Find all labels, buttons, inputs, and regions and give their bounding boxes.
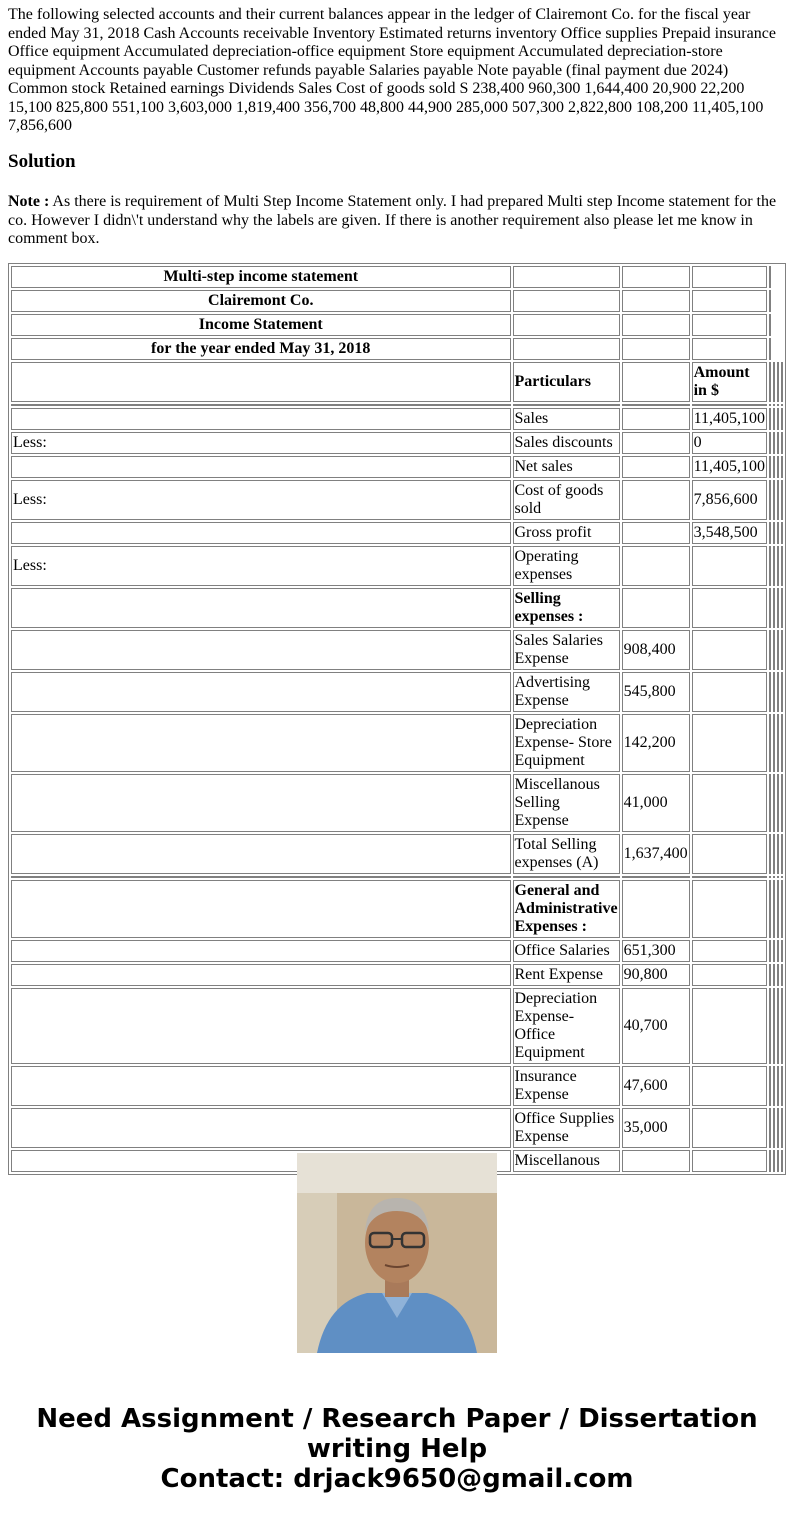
table-row <box>11 1066 783 1106</box>
empty-cell <box>513 266 620 288</box>
spacer-row <box>11 404 783 406</box>
empty-cell <box>769 1108 771 1148</box>
empty-cell <box>11 876 511 878</box>
spacer-row <box>11 876 783 878</box>
row-prefix-cell: Less: <box>11 546 511 586</box>
empty-cell <box>773 774 775 832</box>
row-prefix-cell <box>11 880 511 938</box>
empty-cell <box>622 266 690 288</box>
empty-cell <box>777 456 779 478</box>
empty-cell <box>781 546 783 586</box>
table-row <box>11 774 783 832</box>
empty-cell <box>781 362 783 402</box>
note-paragraph <box>8 193 786 249</box>
row-prefix-cell: Less: <box>11 480 511 520</box>
amount-cell <box>692 1108 767 1148</box>
sub-amount-cell <box>622 546 690 586</box>
empty-cell <box>769 290 771 312</box>
empty-cell <box>769 546 771 586</box>
empty-cell <box>773 988 775 1064</box>
table-row <box>11 834 783 874</box>
amount-cell <box>692 880 767 938</box>
row-prefix-cell <box>11 1108 511 1148</box>
sub-amount-cell <box>622 588 690 628</box>
empty-cell <box>773 404 775 406</box>
empty-cell <box>773 432 775 454</box>
empty-cell <box>769 1066 771 1106</box>
sub-amount-cell <box>622 432 690 454</box>
table-row <box>11 630 783 670</box>
sub-amount-cell <box>622 880 690 938</box>
empty-cell <box>769 1150 771 1172</box>
empty-cell <box>773 714 775 772</box>
note-label: Note : <box>8 193 50 210</box>
author-avatar <box>297 1153 497 1353</box>
empty-cell <box>781 408 783 430</box>
empty-cell <box>781 1108 783 1148</box>
empty-cell <box>773 630 775 670</box>
footer-line-help: Need Assignment / Research Paper / Dissertation writing Help <box>36 1404 758 1464</box>
empty-cell <box>773 408 775 430</box>
empty-cell <box>781 480 783 520</box>
income-statement-container <box>8 263 786 1169</box>
table-row <box>11 714 783 772</box>
empty-cell <box>781 456 783 478</box>
amount-cell <box>692 714 767 772</box>
particulars-cell: Operating expenses <box>513 546 620 586</box>
amount-cell <box>692 588 767 628</box>
empty-cell <box>692 404 767 406</box>
particulars-cell: Depreciation Expense- Office Equipment <box>513 988 620 1064</box>
sub-amount-cell: 651,300 <box>622 940 690 962</box>
amount-cell <box>692 988 767 1064</box>
table-row <box>11 456 783 478</box>
empty-cell <box>777 964 779 986</box>
empty-cell <box>769 714 771 772</box>
particulars-cell: Miscellanous Selling Expense <box>513 774 620 832</box>
particulars-cell: Sales <box>513 408 620 430</box>
particulars-cell: Office Salaries <box>513 940 620 962</box>
header-row <box>11 314 783 336</box>
empty-cell <box>773 588 775 628</box>
empty-cell <box>769 630 771 670</box>
solution-heading: Solution <box>8 151 76 172</box>
empty-cell <box>769 314 771 336</box>
sub-amount-cell: 41,000 <box>622 774 690 832</box>
header-row <box>11 266 783 288</box>
empty-cell <box>769 988 771 1064</box>
row-prefix-cell <box>11 630 511 670</box>
empty-cell <box>781 1150 783 1172</box>
particulars-cell: Sales Salaries Expense <box>513 630 620 670</box>
table-row <box>11 672 783 712</box>
amount-cell <box>692 964 767 986</box>
empty-cell <box>781 432 783 454</box>
particulars-cell: Cost of goods sold <box>513 480 620 520</box>
empty-cell <box>777 480 779 520</box>
empty-cell <box>773 940 775 962</box>
empty-cell <box>777 672 779 712</box>
empty-cell <box>773 1150 775 1172</box>
empty-cell <box>781 880 783 938</box>
table-row <box>11 546 783 586</box>
table-row <box>11 480 783 520</box>
empty-cell <box>777 630 779 670</box>
statement-header: Multi-step income statement <box>11 266 511 288</box>
empty-cell <box>781 672 783 712</box>
empty-cell <box>513 876 620 878</box>
row-prefix-cell <box>11 1066 511 1106</box>
row-prefix-cell <box>11 456 511 478</box>
amount-cell: 7,856,600 <box>692 480 767 520</box>
sub-amount-cell <box>622 1150 690 1172</box>
particulars-cell: Advertising Expense <box>513 672 620 712</box>
empty-cell <box>777 362 779 402</box>
empty-cell <box>513 338 620 360</box>
empty-cell <box>769 880 771 938</box>
amount-cell <box>692 774 767 832</box>
empty-cell <box>692 266 767 288</box>
sub-amount-cell: 47,600 <box>622 1066 690 1106</box>
sub-amount-cell <box>622 522 690 544</box>
empty-cell <box>692 314 767 336</box>
empty-cell <box>773 672 775 712</box>
empty-cell <box>777 522 779 544</box>
row-prefix-cell <box>11 672 511 712</box>
empty-cell <box>11 404 511 406</box>
table-row <box>11 880 783 938</box>
empty-cell <box>781 588 783 628</box>
empty-cell <box>622 314 690 336</box>
amount-cell <box>692 940 767 962</box>
statement-header: for the year ended May 31, 2018 <box>11 338 511 360</box>
particulars-cell: Total Selling expenses (A) <box>513 834 620 874</box>
empty-cell <box>622 404 690 406</box>
sub-amount-cell: 40,700 <box>622 988 690 1064</box>
particulars-cell: Rent Expense <box>513 964 620 986</box>
table-row <box>11 362 783 402</box>
particulars-cell: Office Supplies Expense <box>513 1108 620 1148</box>
sub-amount-cell <box>622 480 690 520</box>
row-prefix-cell <box>11 964 511 986</box>
row-prefix-cell <box>11 834 511 874</box>
empty-cell <box>769 522 771 544</box>
empty-cell <box>773 834 775 874</box>
person-photo-icon <box>297 1153 497 1353</box>
empty-cell <box>781 876 783 878</box>
empty-cell <box>692 338 767 360</box>
header-row <box>11 338 783 360</box>
empty-cell <box>769 338 771 360</box>
empty-cell <box>777 940 779 962</box>
particulars-cell: Gross profit <box>513 522 620 544</box>
empty-cell <box>769 266 771 288</box>
empty-cell <box>773 362 775 402</box>
empty-cell <box>769 774 771 832</box>
empty-cell <box>777 432 779 454</box>
amount-cell <box>692 672 767 712</box>
sub-amount-cell: 90,800 <box>622 964 690 986</box>
income-statement-table <box>8 263 786 1175</box>
empty-cell <box>769 404 771 406</box>
table-row <box>11 940 783 962</box>
empty-cell <box>781 1066 783 1106</box>
empty-cell <box>781 940 783 962</box>
empty-cell <box>781 988 783 1064</box>
empty-cell <box>777 1066 779 1106</box>
empty-cell <box>777 546 779 586</box>
statement-header: Clairemont Co. <box>11 290 511 312</box>
particulars-cell: Net sales <box>513 456 620 478</box>
table-row <box>11 522 783 544</box>
empty-cell <box>773 456 775 478</box>
question-text: The following selected accounts and their current balances appear in the ledger of Clairemont Co. for the fiscal year ended May 31, 2018 Cash Accounts receivable Inventory Estimated returns inventory Office supplies Prepaid insurance Office equipment Accumulated depreciation-office equipment Store equipment Accumulated depreciation-store equipment Accounts payable Customer refunds payable Salaries payable Note payable (final payment due 2024) Common stock Retained earnings Dividends Sales Cost of goods sold S 238,400 960,300 1,644,400 20,900 22,200 15,100 825,800 551,100 3,603,000 1,819,400 356,700 48,800 44,900 285,000 507,300 2,822,800 108,200 11,405,100 7,856,600 <box>8 6 776 134</box>
amount-cell: 3,548,500 <box>692 522 767 544</box>
empty-cell <box>769 876 771 878</box>
row-prefix-cell <box>11 774 511 832</box>
row-prefix-cell <box>11 940 511 962</box>
sub-amount-cell: 545,800 <box>622 672 690 712</box>
empty-cell <box>781 404 783 406</box>
empty-cell <box>769 964 771 986</box>
empty-cell <box>769 456 771 478</box>
sub-amount-cell: 908,400 <box>622 630 690 670</box>
sub-amount-cell: 35,000 <box>622 1108 690 1148</box>
table-row <box>11 964 783 986</box>
empty-cell <box>777 588 779 628</box>
row-prefix-cell <box>11 988 511 1064</box>
sub-amount-cell <box>622 408 690 430</box>
particulars-cell: Sales discounts <box>513 432 620 454</box>
sub-amount-cell <box>622 362 690 402</box>
empty-cell <box>777 714 779 772</box>
empty-cell <box>692 876 767 878</box>
row-prefix-cell <box>11 362 511 402</box>
empty-cell <box>622 290 690 312</box>
empty-cell <box>781 714 783 772</box>
empty-cell <box>513 404 620 406</box>
empty-cell <box>777 774 779 832</box>
amount-cell: 11,405,100 <box>692 456 767 478</box>
amount-cell <box>692 1066 767 1106</box>
empty-cell <box>777 880 779 938</box>
header-row <box>11 290 783 312</box>
empty-cell <box>773 1066 775 1106</box>
table-row <box>11 588 783 628</box>
row-prefix-cell <box>11 408 511 430</box>
empty-cell <box>622 338 690 360</box>
empty-cell <box>773 546 775 586</box>
empty-cell <box>777 1150 779 1172</box>
amount-cell <box>692 1150 767 1172</box>
empty-cell <box>777 408 779 430</box>
amount-cell: Amount in $ <box>692 362 767 402</box>
sub-amount-cell: 142,200 <box>622 714 690 772</box>
empty-cell <box>773 964 775 986</box>
empty-cell <box>769 588 771 628</box>
empty-cell <box>773 480 775 520</box>
amount-cell <box>692 834 767 874</box>
empty-cell <box>781 834 783 874</box>
amount-cell: 11,405,100 <box>692 408 767 430</box>
particulars-cell: Miscellanous <box>513 1150 620 1172</box>
table-row <box>11 1108 783 1148</box>
note-text: As there is requirement of Multi Step Income Statement only. I had prepared Multi step Income statement for the co. However I didn\'t understand why the labels are given. If there is another requirement also please let me know in comment box. <box>8 193 777 247</box>
empty-cell <box>769 672 771 712</box>
row-prefix-cell: Less: <box>11 432 511 454</box>
row-prefix-cell <box>11 588 511 628</box>
footer-line-contact: Contact: drjack9650@gmail.com <box>160 1464 634 1494</box>
empty-cell <box>773 876 775 878</box>
amount-cell: 0 <box>692 432 767 454</box>
empty-cell <box>769 480 771 520</box>
table-row <box>11 988 783 1064</box>
empty-cell <box>769 432 771 454</box>
empty-cell <box>773 522 775 544</box>
table-row <box>11 408 783 430</box>
empty-cell <box>773 880 775 938</box>
table-row <box>11 432 783 454</box>
empty-cell <box>777 404 779 406</box>
empty-cell <box>781 964 783 986</box>
sub-amount-cell <box>622 456 690 478</box>
particulars-cell: Selling expenses : <box>513 588 620 628</box>
particulars-cell: General and Administrative Expenses : <box>513 880 620 938</box>
empty-cell <box>622 876 690 878</box>
sub-amount-cell: 1,637,400 <box>622 834 690 874</box>
empty-cell <box>781 774 783 832</box>
row-prefix-cell <box>11 714 511 772</box>
empty-cell <box>769 408 771 430</box>
empty-cell <box>777 834 779 874</box>
empty-cell <box>773 1108 775 1148</box>
amount-cell <box>692 630 767 670</box>
particulars-cell: Depreciation Expense- Store Equipment <box>513 714 620 772</box>
particulars-cell: Insurance Expense <box>513 1066 620 1106</box>
empty-cell <box>769 940 771 962</box>
empty-cell <box>513 314 620 336</box>
empty-cell <box>777 876 779 878</box>
empty-cell <box>769 362 771 402</box>
empty-cell <box>692 290 767 312</box>
empty-cell <box>781 630 783 670</box>
empty-cell <box>781 522 783 544</box>
particulars-cell: Particulars <box>513 362 620 402</box>
row-prefix-cell <box>11 522 511 544</box>
empty-cell <box>777 1108 779 1148</box>
empty-cell <box>769 834 771 874</box>
footer-promo <box>0 1404 794 1494</box>
empty-cell <box>777 988 779 1064</box>
statement-header: Income Statement <box>11 314 511 336</box>
empty-cell <box>513 290 620 312</box>
amount-cell <box>692 546 767 586</box>
